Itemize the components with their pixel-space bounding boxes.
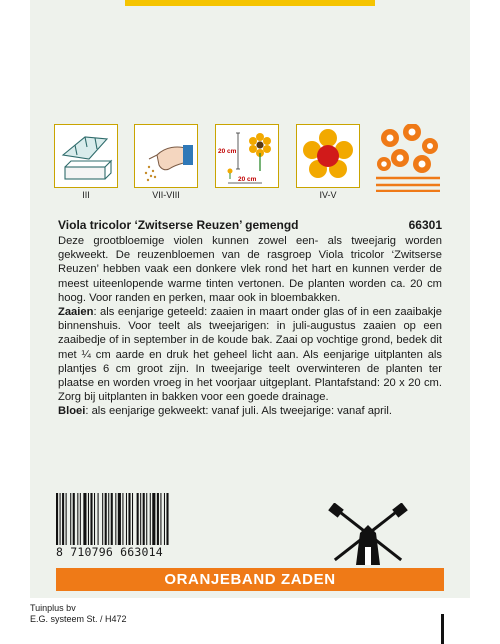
flower-bloom-icon (296, 124, 360, 188)
icon-cell-bloom (296, 124, 360, 206)
barcode-bar (60, 493, 61, 545)
barcode-bar (66, 493, 67, 545)
product-name: Viola tricolor ‘Zwitserse Reuzen’ gemengd (58, 218, 299, 232)
barcode-bar (83, 493, 86, 545)
bloom-label: Bloei (58, 405, 86, 418)
barcode-bar (132, 493, 133, 545)
bloom-paragraph (58, 404, 442, 418)
icon-cell-greenhouse (54, 124, 118, 206)
windmill-logo-icon (326, 503, 410, 567)
spacing-measure-text: 20 cm (238, 176, 257, 183)
barcode-bar (88, 493, 89, 545)
barcode (56, 493, 206, 561)
barcode-bar (160, 493, 161, 545)
barcode-bar (73, 493, 75, 545)
barcode-bar (164, 493, 165, 545)
barcode-bar (118, 493, 121, 545)
barcode-bar (77, 493, 78, 545)
sunflower-large (249, 133, 271, 171)
top-yellow-strip (125, 0, 375, 6)
barcode-digits: 8 710796 663014 (56, 545, 163, 559)
barcode-bar (62, 493, 64, 545)
sowing-paragraph (58, 305, 442, 404)
barcode-bar (128, 493, 130, 545)
barcode-bar (126, 493, 127, 545)
flowers-in-bed-icon (376, 124, 440, 188)
barcode-bar (143, 493, 145, 545)
sowing-text: : als eenjarige geteeld: zaaien in maart onder glas of in een zaaibakje binnenshuis. Voor teelt als tweejarigen: in juli-augustus zaaien op een zaaibedje of in september in de koude bak. Zaai op vochtige grond, bedek dit met ¼ cm aarde en druk het geheel licht aan. Als eenjarige uitplanten als plantjes 6 cm groot zijn. In tweejarige teelt overwinteren de planten ter plaatse en worden vroeg in het voorjaar uitgeplant. Plantafstand: 20 x 20 cm. Zorg bij uitplanten in bakken voor een goede drainage. (58, 306, 442, 404)
product-title-row (58, 218, 442, 232)
icon-cell-spacing (215, 124, 279, 206)
brand-name: ORANJEBAND ZADEN (164, 571, 336, 588)
icon-label-bloom: IV-V (319, 190, 337, 200)
barcode-bar (152, 493, 155, 545)
icon-label-greenhouse: III (82, 190, 90, 200)
description-paragraph: Deze grootbloemige violen kunnen zowel een- als tweejarig worden gekweekt. De reuzenbloemen van de rasgroep Viola tricolor ‘Zwitserse Reuzen’ hebben vaak een donkere vlek rond het hart en kunnen verder de meest uiteenlopende warme tinten vertonen. De planten worden ca. 20 cm hoog. Voor randen en perken, maar ook in bloembakken. (58, 235, 442, 304)
barcode-bar (98, 493, 99, 545)
barcode-bar (166, 493, 168, 545)
footer-publisher (30, 603, 127, 625)
hand-sowing-seeds-icon (134, 124, 198, 188)
barcode-bar (108, 493, 109, 545)
barcode-bar (102, 493, 103, 545)
cultivation-icons-row (54, 124, 449, 206)
bloom-text: : als eenjarige gekweekt: vanaf juli. Als tweejarige: vanaf april. (85, 405, 392, 418)
footer-company: Tuinplus bv (30, 603, 76, 613)
barcode-bar (111, 493, 113, 545)
barcode-bar (56, 493, 58, 545)
icon-cell-sowing (134, 124, 198, 206)
sunflower-small (228, 169, 233, 180)
icon-label-sowing: VII-VIII (152, 190, 180, 200)
brand-banner (56, 568, 444, 591)
plant-height-spacing-icon (215, 124, 279, 188)
greenhouse-tray-icon (54, 124, 118, 188)
product-code: 66301 (408, 218, 442, 232)
barcode-bar (140, 493, 141, 545)
height-measure-text: 20 cm (218, 148, 237, 155)
barcode-bar (80, 493, 81, 545)
footer-cut-mark (441, 614, 444, 644)
icon-cell-flowerbed (376, 124, 440, 206)
barcode-bar (70, 493, 71, 545)
barcode-bars (56, 493, 206, 545)
barcode-bar (146, 493, 147, 545)
footer-reference: E.G. systeem St. / H472 (30, 614, 127, 624)
barcode-bar (157, 493, 159, 545)
barcode-bar (90, 493, 92, 545)
barcode-bar (115, 493, 116, 545)
product-description-block (58, 234, 442, 419)
barcode-bar (122, 493, 123, 545)
barcode-bar (94, 493, 95, 545)
barcode-bar (105, 493, 107, 545)
barcode-bar (150, 493, 151, 545)
sowing-label: Zaaien (58, 306, 94, 319)
barcode-bar (137, 493, 139, 545)
